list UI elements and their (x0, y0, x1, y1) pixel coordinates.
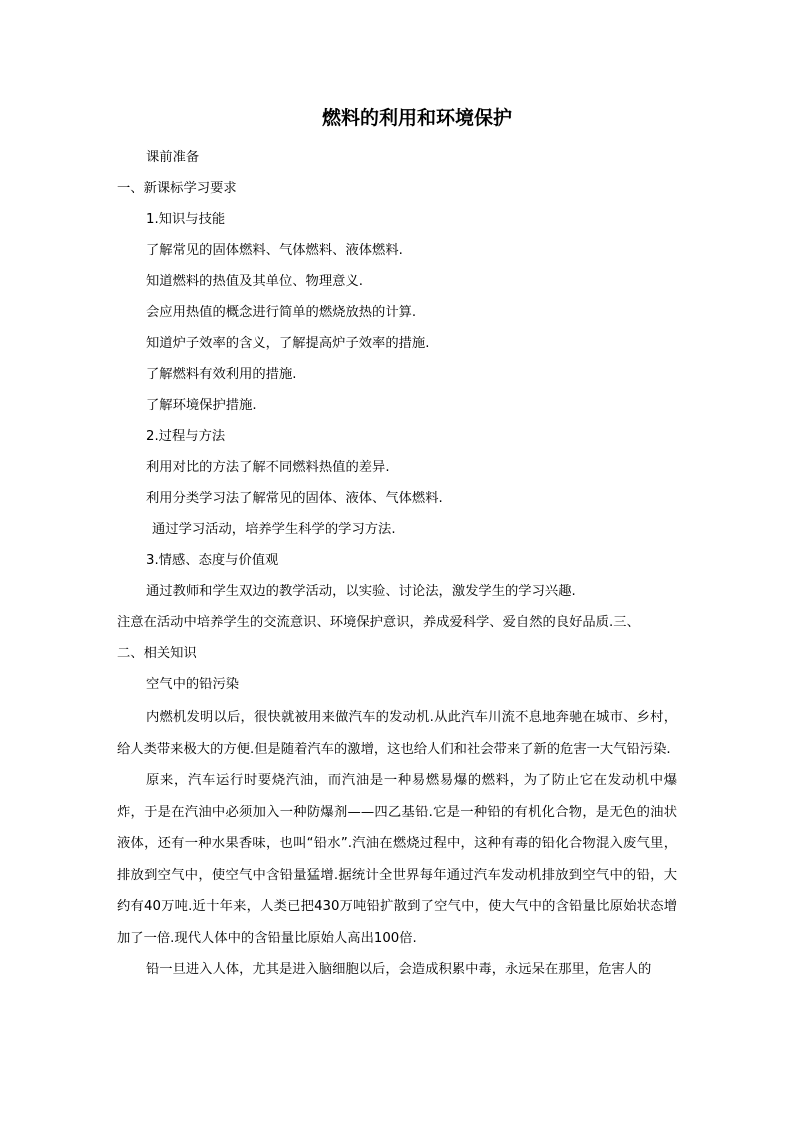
section-heading: 二、相关知识 (117, 646, 197, 661)
text-line: 了解常见的固体燃料、气体燃料、液体燃料. (146, 243, 403, 258)
paragraph: 铅一旦进入人体，尤其是进入脑细胞以后，会造成积累中毒，永远呆在那里，危害人的 (146, 962, 652, 977)
text-line: 了解环境保护措施. (146, 398, 257, 413)
text-line: 利用对比的方法了解不同燃料热值的差异. (146, 460, 390, 475)
text-line: 知道燃料的热值及其单位、物理意义. (146, 274, 363, 289)
section-heading: 一、新课标学习要求 (117, 181, 237, 196)
text-line: 了解燃料有效利用的措施. (146, 367, 297, 382)
paragraph: 内燃机发明以后，很快就被用来做汽车的发动机.从此汽车川流不息地奔驰在城市、乡村，给人类带来极大的方便.但是随着汽车的激增，这也给人们和社会带来了新的危害一大气铅污染. (117, 710, 677, 757)
text-line: 知道炉子效率的含义，了解提高炉子效率的措施. (146, 336, 430, 351)
subsection-heading: 1.知识与技能 (146, 212, 226, 227)
document-body (117, 142, 677, 986)
paragraph-block (117, 702, 677, 986)
text-line: 课前准备 (146, 150, 200, 165)
text-line: 通过教师和学生双边的教学活动，以实验、讨论法，激发学生的学习兴趣. (146, 584, 576, 599)
text-line: 注意在活动中培养学生的交流意识、环境保护意识，养成爱科学、爱自然的良好品质.三、 (117, 615, 640, 630)
page-title: 燃料的利用和环境保护 (321, 107, 512, 129)
subsection-heading: 空气中的铅污染 (146, 677, 240, 692)
text-line: 利用分类学习法了解常见的固体、液体、气体燃料. (146, 491, 443, 506)
subsection-heading: 3.情感、态度与价值观 (146, 553, 279, 568)
subsection-heading: 2.过程与方法 (146, 429, 226, 444)
paragraph: 原来，汽车运行时要烧汽油，而汽油是一种易燃易爆的燃料，为了防止它在发动机中爆炸，于是在汽油中必须加入一种防爆剂——四乙基铅.它是一种铅的有机化合物，是无色的油状液体，还有一种水果香味，也叫“铅水”.汽油在燃烧过程中，这种有毒的铅化合物混入废气里，排放到空气中，使空气中含铅量猛增.据统计全世界每年通过汽车发动机排放到空气中的铅，大约有40万吨.近十年来，人类已把430万吨铅扩散到了空气中，使大气中的含铅量比原始状态增加了一倍.现代人体中的含铅量比原始人高出100倍. (117, 773, 677, 946)
text-line: 通过学习活动，培养学生科学的学习方法. (152, 522, 396, 537)
text-line: 会应用热值的概念进行简单的燃烧放热的计算. (146, 305, 417, 320)
